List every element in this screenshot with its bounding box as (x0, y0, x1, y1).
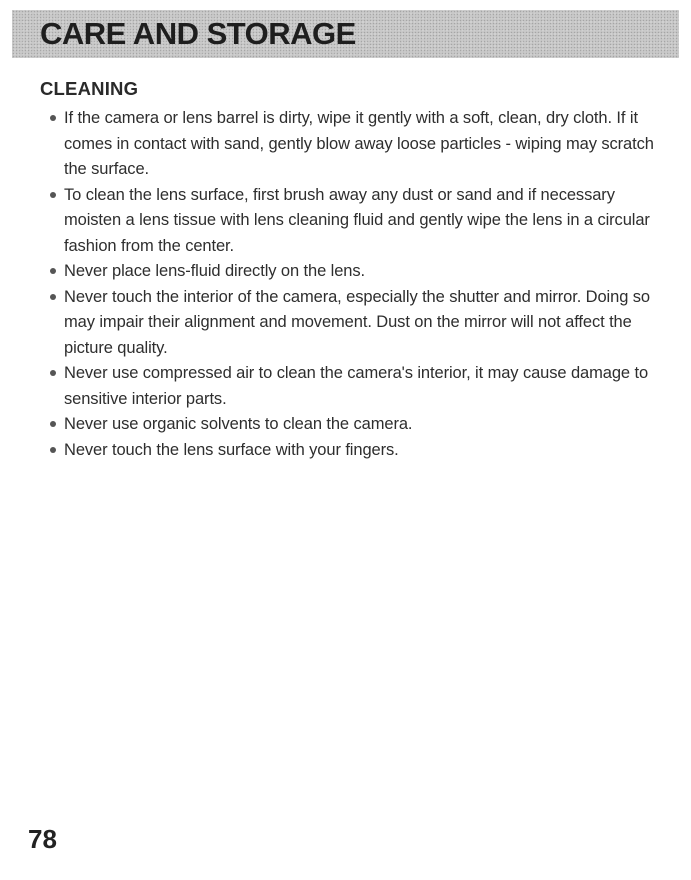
bullet-dot-icon (50, 421, 56, 427)
list-item (48, 285, 658, 362)
bullet-dot-icon (50, 192, 56, 198)
bullet-text: Never touch the lens surface with your fingers. (64, 440, 399, 459)
list-item (48, 438, 658, 464)
bullet-text: Never use organic solvents to clean the camera. (64, 415, 413, 433)
bullet-text: Never touch the interior of the camera, especially the shutter and mirror. Doing so may impair their alignment and movement. Dust on the mirror will not affect the picture quality. (64, 287, 650, 357)
bullet-dot-icon (50, 115, 56, 121)
bullet-text: If the camera or lens barrel is dirty, wipe it gently with a soft, clean, dry cloth. If it comes in contact with sand, gently blow away loose particles - wiping may scratch the surface. (64, 109, 654, 178)
bullet-dot-icon (50, 447, 56, 453)
bullet-text: Never place lens-fluid directly on the lens. (64, 262, 366, 280)
list-item (48, 412, 658, 438)
bullet-dot-icon (50, 294, 56, 300)
cleaning-bullet-list (48, 106, 658, 463)
page-number: 78 (28, 824, 57, 854)
list-item (48, 106, 658, 183)
page-title: CARE AND STORAGE (40, 16, 356, 51)
bullet-dot-icon (50, 370, 56, 376)
list-item (48, 183, 658, 260)
section-heading-cleaning: CLEANING (40, 78, 139, 99)
bullet-text: To clean the lens surface, first brush away any dust or sand and if necessary moisten a lens tissue with lens cleaning fluid and gently wipe the lens in a circular fashion from the center. (64, 185, 650, 255)
list-item (48, 259, 658, 285)
list-item (48, 361, 658, 412)
bullet-dot-icon (50, 268, 56, 274)
bullet-text: Never use compressed air to clean the camera's interior, it may cause damage to sensitive interior parts. (64, 364, 649, 408)
